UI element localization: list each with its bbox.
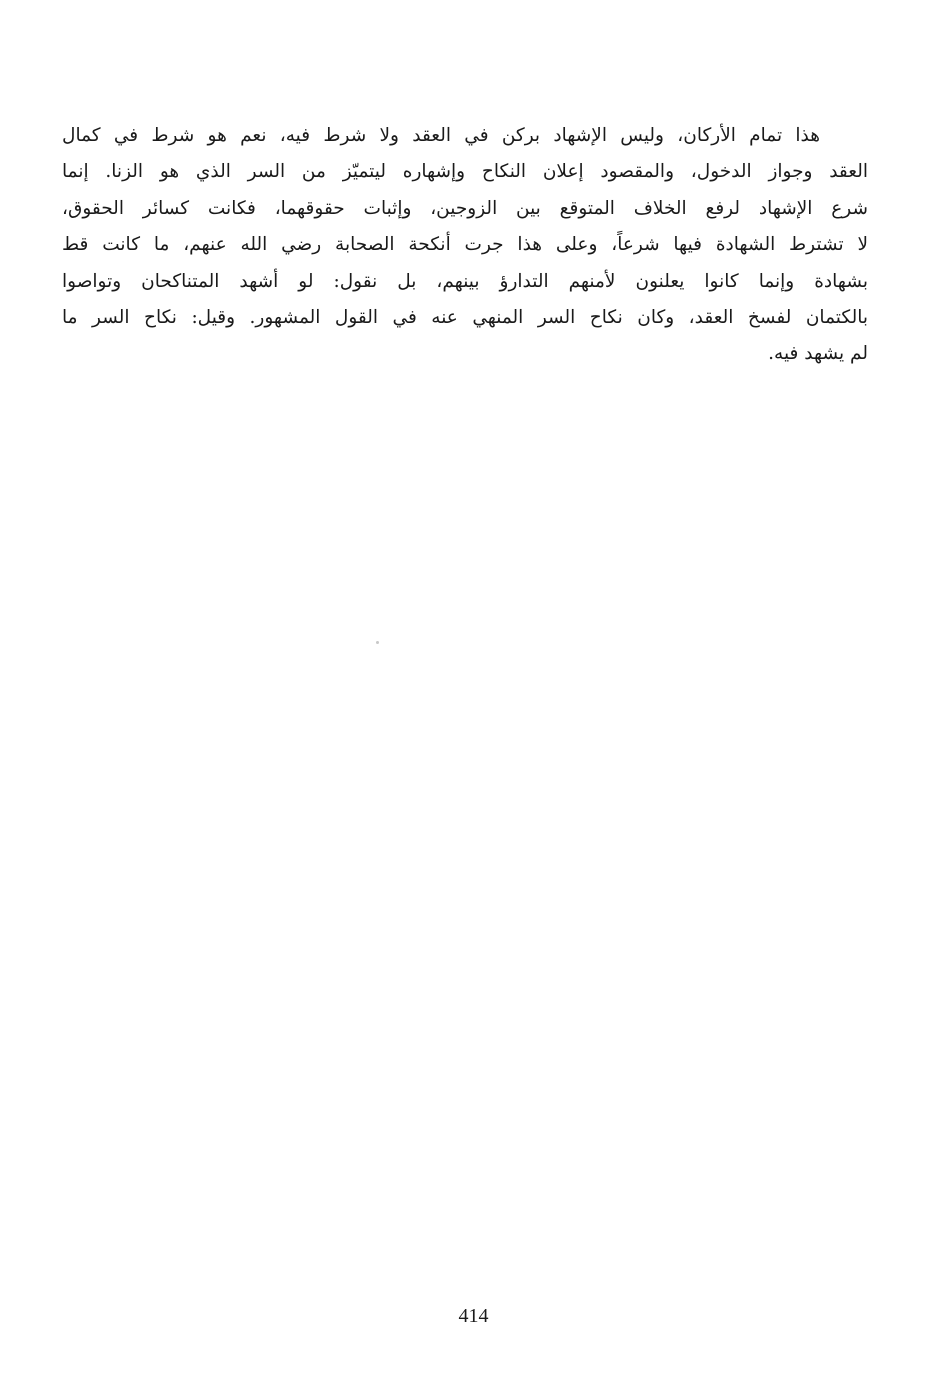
paragraph-line: لم يشهد فيه.: [768, 343, 868, 365]
paragraph-line: هذا تمام الأركان، وليس الإشهاد بركن في العقد ولا شرط فيه، نعم هو شرط في كمال: [62, 125, 820, 146]
page-number: 414: [458, 1305, 489, 1327]
paragraph-line: العقد وجواز الدخول، والمقصود إعلان النكاح وإشهاره ليتميّز من السر الذي هو الزنا. إنما: [62, 161, 868, 183]
scan-speck: [376, 641, 379, 644]
paragraph-line: لا تشترط الشهادة فيها شرعاً، وعلى هذا جرت أنكحة الصحابة رضي الله عنهم، ما كانت قط: [62, 234, 868, 256]
paragraph-line: بشهادة وإنما كانوا يعلنون لأمنهم التدارؤ بينهم، بل نقول: لو أشهد المتناكحان وتواصوا: [62, 270, 868, 292]
paragraph-line: شرع الإشهاد لرفع الخلاف المتوقع بين الزوجين، وإثبات حقوقهما، فكانت كسائر الحقوق،: [62, 197, 868, 219]
body-paragraph: [62, 118, 868, 373]
paragraph-line: بالكتمان لفسخ العقد، وكان نكاح السر المنهي عنه في القول المشهور. وقيل: نكاح السر ما: [62, 307, 868, 329]
